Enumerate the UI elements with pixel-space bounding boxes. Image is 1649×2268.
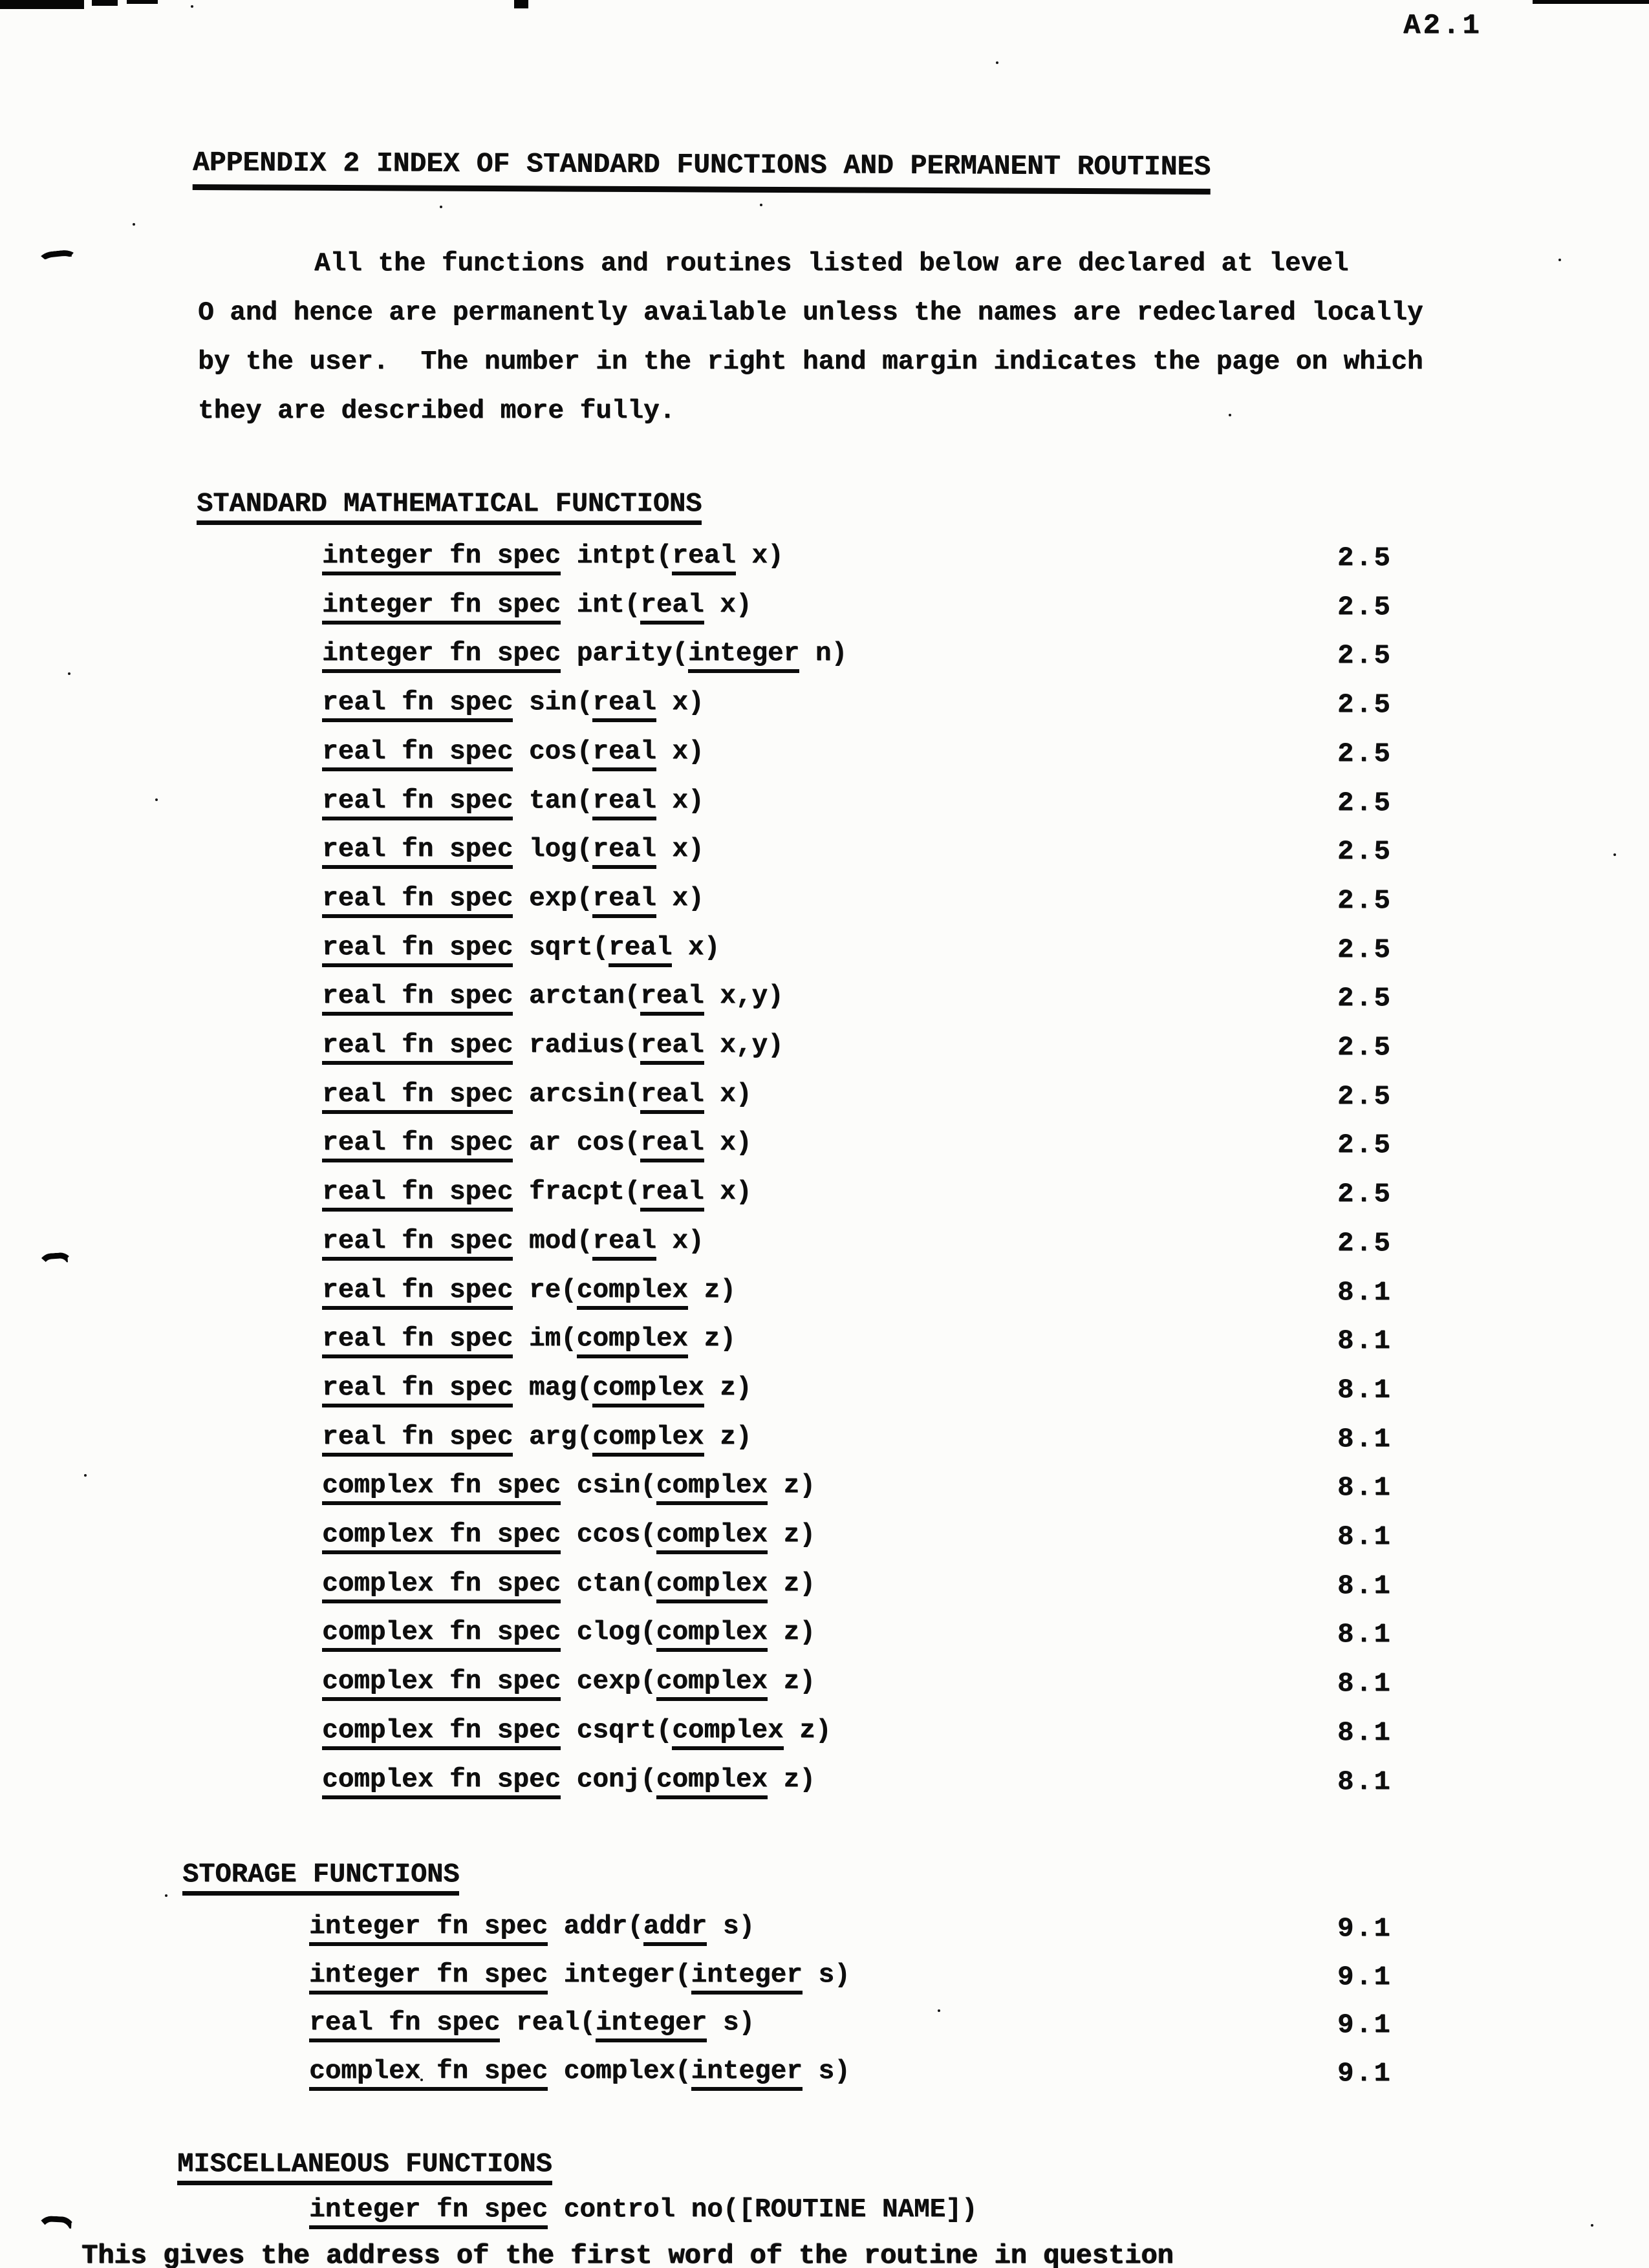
keyword: complex fn spec [322, 1522, 561, 1554]
keyword: real fn spec [322, 690, 513, 722]
param-type: real [592, 837, 656, 869]
fn-name: arctan( [513, 981, 641, 1011]
page-ref: 2.5 [1337, 836, 1392, 867]
keyword: real fn spec [322, 1082, 513, 1114]
param-type: complex [656, 1669, 768, 1701]
param-type: complex [577, 1278, 688, 1310]
page-ref: 9.1 [1337, 1913, 1392, 1944]
fn-name: intpt( [561, 541, 673, 571]
fn-name: log( [513, 835, 593, 864]
param-rest: z) [767, 1667, 815, 1696]
page-number: A2.1 [1403, 10, 1482, 42]
keyword: integer fn spec [309, 2197, 548, 2229]
keyword: integer fn spec [322, 543, 561, 575]
param-type: complex [656, 1522, 768, 1554]
param-rest: x) [656, 835, 704, 864]
param-type: integer [688, 641, 799, 673]
page-ref: 8.1 [1337, 1472, 1392, 1503]
keyword: integer fn spec [309, 1914, 548, 1946]
fn-name: csqrt( [561, 1716, 673, 1746]
fn-name: fracpt( [513, 1177, 641, 1207]
param-rest: x) [656, 884, 704, 914]
keyword: real fn spec [322, 886, 513, 918]
section-heading-misc: MISCELLANEOUS FUNCTIONS [177, 2150, 552, 2185]
param-type: addr [643, 1914, 707, 1946]
fn-name: mag( [513, 1373, 593, 1403]
fn-name: cexp( [561, 1667, 656, 1696]
fn-name: mod( [513, 1226, 593, 1256]
page-ref: 2.5 [1337, 640, 1392, 671]
page-ref: 8.1 [1337, 1717, 1392, 1748]
page-ref: 8.1 [1337, 1668, 1392, 1699]
page-ref: 2.5 [1337, 1179, 1392, 1210]
keyword: complex fn spec [322, 1669, 561, 1701]
param-type: complex [672, 1718, 783, 1750]
param-type: complex [592, 1424, 704, 1457]
fn-name: conj( [561, 1765, 656, 1795]
fn-name: ccos( [561, 1520, 656, 1550]
keyword: real fn spec [322, 1032, 513, 1065]
keyword: complex fn spec [322, 1718, 561, 1750]
page-title: APPENDIX 2 INDEX OF STANDARD FUNCTIONS AND PERMANENT ROUTINES [193, 149, 1211, 195]
keyword: real fn spec [322, 1179, 513, 1212]
param-rest: x) [704, 590, 752, 620]
page-ref: 8.1 [1337, 1570, 1392, 1601]
keyword: real fn spec [322, 837, 513, 869]
intro-line: O and hence are permanently available unless the names are redeclared locally [198, 298, 1423, 328]
param-rest: s) [802, 2057, 850, 2086]
param-rest: x) [704, 1128, 752, 1158]
param-rest: z) [767, 1569, 815, 1599]
param-rest: x) [704, 1080, 752, 1109]
param-rest: s) [707, 1912, 755, 1942]
keyword: complex fn spec [322, 1571, 561, 1603]
keyword: integer fn spec [322, 592, 561, 625]
param-type: complex [592, 1375, 704, 1407]
footnote-text: This gives the address of the first word of the routine in question [81, 2240, 1174, 2268]
keyword: complex fn spec [309, 2059, 548, 2091]
fn-name: parity( [561, 639, 688, 669]
keyword: complex fn spec [322, 1620, 561, 1652]
fn-name: exp( [513, 884, 593, 914]
fn-name: tan( [513, 786, 593, 816]
param-rest: x,y) [704, 1031, 784, 1060]
param-rest: z) [767, 1765, 815, 1795]
param-rest: x,y) [704, 981, 784, 1011]
param-type: integer [596, 2010, 707, 2042]
page-ref: 2.5 [1337, 1081, 1392, 1112]
page-ref: 2.5 [1337, 1129, 1392, 1161]
param-type: real [640, 983, 704, 1016]
page-ref: 9.1 [1337, 2009, 1392, 2040]
param-rest: x) [704, 1177, 752, 1207]
param-type: real [592, 788, 656, 820]
fn-name: addr( [548, 1912, 643, 1942]
fn-name: sqrt( [513, 933, 609, 963]
fn-name: control no([ROUTINE NAME]) [548, 2195, 978, 2225]
param-rest: x) [656, 1226, 704, 1256]
keyword: real fn spec [322, 1326, 513, 1358]
keyword: real fn spec [322, 935, 513, 967]
page-ref: 8.1 [1337, 1277, 1392, 1308]
param-type: complex [656, 1473, 768, 1505]
param-type: complex [656, 1571, 768, 1603]
keyword: real fn spec [322, 983, 513, 1016]
fn-name: arcsin( [513, 1080, 641, 1109]
page-ref: 2.5 [1337, 542, 1392, 573]
param-rest: z) [704, 1373, 752, 1403]
keyword: real fn spec [322, 788, 513, 820]
page-ref: 2.5 [1337, 787, 1392, 818]
param-rest: s) [707, 2008, 755, 2038]
keyword: real fn spec [322, 1130, 513, 1162]
page-ref: 2.5 [1337, 1228, 1392, 1259]
param-rest: z) [767, 1618, 815, 1647]
keyword: integer fn spec [309, 1962, 548, 1995]
param-type: integer [691, 2059, 803, 2091]
param-rest: z) [767, 1520, 815, 1550]
keyword: real fn spec [322, 1278, 513, 1310]
fn-name: arg( [513, 1422, 593, 1452]
intro-line: by the user. The number in the right hand margin indicates the page on which [198, 347, 1423, 377]
keyword: complex fn spec [322, 1473, 561, 1505]
page-ref: 8.1 [1337, 1521, 1392, 1552]
page-ref: 8.1 [1337, 1424, 1392, 1455]
param-rest: z) [767, 1471, 815, 1501]
param-rest: n) [799, 639, 847, 669]
fn-name: ar cos( [513, 1128, 641, 1158]
param-rest: x) [656, 737, 704, 767]
section-heading-math: STANDARD MATHEMATICAL FUNCTIONS [197, 490, 702, 525]
param-rest: z) [687, 1324, 736, 1354]
page-ref: 2.5 [1337, 689, 1392, 720]
param-rest: z) [704, 1422, 752, 1452]
fn-name: int( [561, 590, 641, 620]
param-type: real [609, 935, 672, 967]
section-heading-storage: STORAGE FUNCTIONS [182, 1861, 459, 1896]
keyword: real fn spec [322, 1228, 513, 1261]
keyword: complex fn spec [322, 1767, 561, 1799]
param-rest: z) [783, 1716, 832, 1746]
param-rest: x) [672, 933, 720, 963]
page-ref: 2.5 [1337, 1032, 1392, 1063]
fn-name: sin( [513, 688, 593, 718]
param-rest: x) [656, 786, 704, 816]
keyword: real fn spec [309, 2010, 500, 2042]
page-ref: 2.5 [1337, 885, 1392, 916]
page-ref: 2.5 [1337, 592, 1392, 623]
param-rest: s) [802, 1960, 850, 1990]
fn-name: csin( [561, 1471, 656, 1501]
param-type: real [640, 1032, 704, 1065]
keyword: real fn spec [322, 739, 513, 771]
param-type: complex [656, 1767, 768, 1799]
page-ref: 2.5 [1337, 738, 1392, 769]
keyword: integer fn spec [322, 641, 561, 673]
function-row [0, 2197, 1649, 2238]
fn-name: clog( [561, 1618, 656, 1647]
param-type: real [640, 592, 704, 625]
function-spec [309, 2197, 977, 2229]
page-ref: 8.1 [1337, 1375, 1392, 1406]
fn-name: ctan( [561, 1569, 656, 1599]
fn-name: radius( [513, 1031, 641, 1060]
keyword: real fn spec [322, 1375, 513, 1407]
page-ref: 9.1 [1337, 2058, 1392, 2089]
param-type: complex [656, 1620, 768, 1652]
param-type: real [640, 1179, 704, 1212]
intro-line: All the functions and routines listed below are declared at level [314, 249, 1349, 279]
param-type: integer [691, 1962, 803, 1995]
param-type: real [592, 690, 656, 722]
param-type: real [592, 739, 656, 771]
keyword: real fn spec [322, 1424, 513, 1457]
page-ref: 8.1 [1337, 1766, 1392, 1797]
param-type: real [640, 1130, 704, 1162]
page-ref: 8.1 [1337, 1619, 1392, 1650]
page-ref: 8.1 [1337, 1325, 1392, 1356]
fn-name: complex( [548, 2057, 691, 2086]
fn-name: re( [513, 1276, 577, 1305]
page-ref: 2.5 [1337, 934, 1392, 965]
fn-name: cos( [513, 737, 593, 767]
param-type: complex [577, 1326, 688, 1358]
param-type: real [640, 1082, 704, 1114]
param-rest: x) [735, 541, 784, 571]
fn-name: integer( [548, 1960, 691, 1990]
param-type: real [592, 886, 656, 918]
intro-line: they are described more fully. [198, 396, 676, 426]
page-ref: 2.5 [1337, 983, 1392, 1014]
param-rest: x) [656, 688, 704, 718]
param-type: real [672, 543, 735, 575]
param-rest: z) [687, 1276, 736, 1305]
fn-name: real( [500, 2008, 596, 2038]
page-ref: 9.1 [1337, 1962, 1392, 1993]
fn-name: im( [513, 1324, 577, 1354]
param-type: real [592, 1228, 656, 1261]
